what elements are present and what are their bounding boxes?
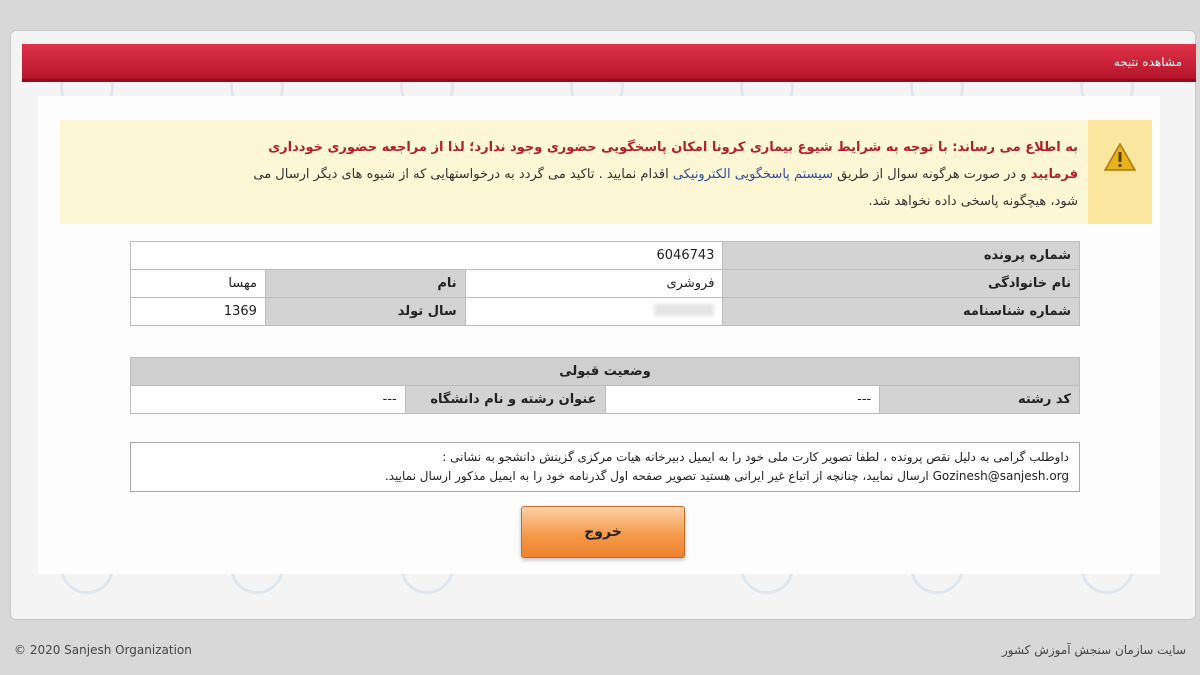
notice-box (60, 120, 1152, 224)
redacted-mark (654, 304, 714, 316)
document-deficiency-message (130, 442, 1080, 492)
exit-button[interactable] (521, 506, 685, 558)
organization-site-link[interactable]: سایت سازمان سنجش آموزش کشور (1001, 643, 1186, 657)
warning-icon-box (1088, 120, 1152, 224)
admission-status-table (130, 357, 1080, 414)
electronic-support-link[interactable]: سیستم پاسخگویی الکترونیکی (672, 167, 834, 182)
notice-line-2-text: و در صورت هرگونه سوال از طریق (833, 167, 1031, 182)
field-code-label: کد رشته (880, 386, 1080, 414)
contact-email: Gozinesh@sanjesh.org (932, 469, 1069, 483)
notice-line-3: شود، هیچگونه پاسخی داده نخواهد شد. (868, 194, 1078, 209)
notice-line-2-start: فرمایید (1030, 167, 1078, 182)
warning-icon (1104, 142, 1136, 172)
field-code-value: --- (605, 386, 880, 414)
birth-year-value: 1369 (131, 298, 266, 326)
exit-button-label: خروج (584, 524, 622, 540)
first-name-value: مهسا (131, 270, 266, 298)
table-row (131, 242, 1080, 270)
panel-title: مشاهده نتیجه (1113, 54, 1182, 69)
info-line-2: ارسال نمایید، چنانچه از اتباع غیر ایرانی هستید تصویر صفحه اول گذرنامه خود را به ایمیل مذکور ارسال نمایید. (384, 469, 933, 483)
personal-info-table (130, 241, 1080, 326)
field-title-value: --- (131, 386, 406, 414)
table-row (131, 298, 1080, 326)
id-number-value-redacted (465, 298, 723, 326)
table-row (131, 270, 1080, 298)
field-title-label: عنوان رشته و نام دانشگاه (405, 386, 605, 414)
notice-message (68, 134, 1078, 215)
notice-line-1: به اطلاع می رساند: با توجه به شرایط شیوع بیماری کرونا امکان پاسخگویی حضوری وجود ندارد؛ لذا از مراجعه حضوری خودداری (268, 140, 1078, 155)
id-number-label: شماره شناسنامه (723, 298, 1080, 326)
table-row (131, 358, 1080, 386)
file-number-value: 6046743 (131, 242, 723, 270)
file-number-label: شماره پرونده (723, 242, 1080, 270)
first-name-label: نام (265, 270, 465, 298)
birth-year-label: سال تولد (265, 298, 465, 326)
notice-line-2-end: اقدام نمایید . تاکید می گردد به درخواستهایی که از شیوه های دیگر ارسال می (253, 167, 673, 182)
admission-status-header: وضعیت قبولی (131, 358, 1080, 386)
last-name-label: نام خانوادگی (723, 270, 1080, 298)
table-row (131, 386, 1080, 414)
last-name-value: فروشری (465, 270, 723, 298)
panel-title-bar (22, 44, 1196, 82)
info-line-1: داوطلب گرامی به دلیل نقص پرونده ، لطفا تصویر کارت ملی خود را به ایمیل دبیرخانه هیات مرکزی گزینش دانشجو به نشانی : (442, 450, 1069, 464)
copyright-text: © 2020 Sanjesh Organization (14, 643, 192, 657)
